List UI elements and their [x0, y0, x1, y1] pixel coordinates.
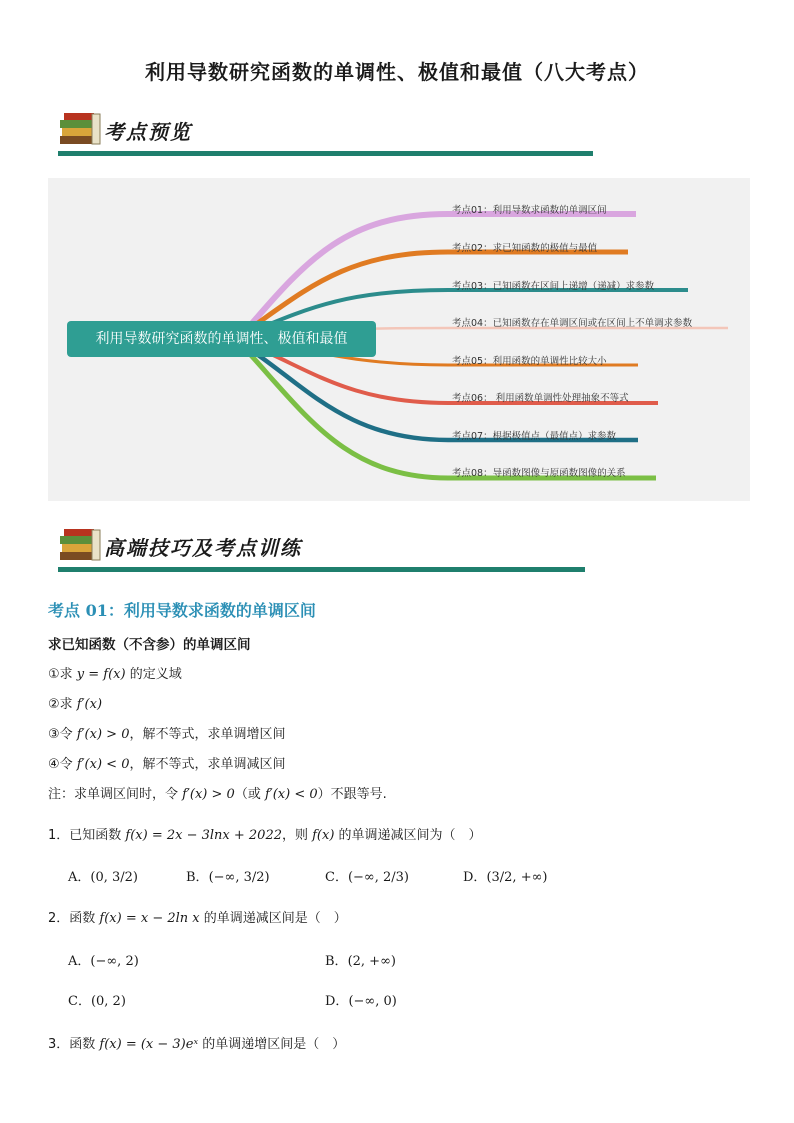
option-value: (0, 2)	[90, 994, 126, 1009]
step-line	[48, 693, 102, 712]
option-letter: C．	[325, 870, 348, 885]
note-math: f′(x) < 0	[264, 787, 318, 802]
question-1-option-a[interactable]	[68, 866, 138, 885]
question-2-option-a[interactable]	[68, 950, 139, 969]
section-banner-overview	[58, 112, 598, 160]
mindmap-branch-1: 考点01：利用导数求函数的单调区间	[452, 205, 607, 216]
option-value: (−∞, 2/3)	[347, 870, 410, 885]
note-text: ）不跟等号.	[317, 787, 387, 802]
step-math: y = f(x)	[76, 667, 126, 682]
mindmap-branch-2: 考点02：求已知函数的极值与最值	[452, 243, 598, 254]
question-1-option-c[interactable]	[325, 866, 409, 885]
option-letter: D．	[325, 994, 349, 1009]
option-value: (3/2, +∞)	[486, 870, 548, 885]
option-letter: B．	[186, 870, 209, 885]
question-3-stem	[48, 1033, 345, 1052]
question-text: 3．函数	[48, 1037, 100, 1052]
question-1-stem	[48, 824, 482, 843]
question-math: f(x) = 2x − 3lnx + 2022	[125, 828, 282, 843]
step-line	[48, 723, 285, 742]
option-value: (0, 3/2)	[90, 870, 138, 885]
question-text: 的单调递增区间是（ ）	[198, 1037, 346, 1052]
option-letter: D．	[463, 870, 487, 885]
option-value: (−∞, 2)	[90, 954, 139, 969]
topic-heading: 考点 01：利用导数求函数的单调区间	[48, 601, 316, 620]
step-math: f′(x)	[76, 697, 103, 712]
step-text: 的定义域	[125, 667, 182, 682]
question-text: ，则	[281, 828, 313, 843]
books-icon	[58, 528, 102, 562]
option-letter: A．	[68, 870, 91, 885]
option-letter: A．	[68, 954, 91, 969]
question-text: 2．函数	[48, 911, 100, 926]
question-1-option-b[interactable]	[186, 866, 270, 885]
question-2-stem	[48, 907, 347, 926]
option-value: (−∞, 3/2)	[208, 870, 270, 885]
mindmap-branch-4: 考点04：已知函数存在单调区间或在区间上不单调求参数	[452, 318, 693, 329]
topic-subheading: 求已知函数（不含参）的单调区间	[48, 637, 251, 653]
books-icon	[58, 112, 102, 146]
step-math: f′(x) < 0	[76, 757, 130, 772]
section-title-overview: 考点预览	[104, 120, 192, 144]
step-text: ，解不等式，求单调增区间	[129, 727, 286, 742]
step-text: ③令	[48, 727, 77, 742]
mindmap-branch-3: 考点03：已知函数在区间上递增（递减）求参数	[452, 281, 655, 292]
question-math: f(x) = (x − 3)eˣ	[99, 1037, 199, 1052]
mindmap-branch-7: 考点07：根据极值点（最值点）求参数	[452, 431, 617, 442]
option-value: (−∞, 0)	[348, 994, 397, 1009]
question-text: 1．已知函数	[48, 828, 126, 843]
option-letter: C．	[68, 994, 91, 1009]
option-value: (2, +∞)	[347, 954, 396, 969]
question-2-option-d[interactable]	[325, 990, 397, 1009]
question-2-option-b[interactable]	[325, 950, 396, 969]
step-text: ①求	[48, 667, 77, 682]
step-line	[48, 663, 182, 682]
step-text: ④令	[48, 757, 77, 772]
note-text: 注：求单调区间时，令	[48, 787, 183, 802]
step-text: ，解不等式，求单调减区间	[129, 757, 286, 772]
question-2-option-c[interactable]	[68, 990, 126, 1009]
document-title: 利用导数研究函数的单调性、极值和最值（八大考点）	[145, 60, 649, 84]
section-rule	[58, 151, 593, 156]
section-banner-training	[58, 528, 598, 576]
question-math: f(x) = x − 2ln x	[99, 911, 200, 926]
section-title-training: 高端技巧及考点训练	[104, 536, 302, 560]
option-letter: B．	[325, 954, 348, 969]
mindmap-branch-6: 考点06： 利用函数单调性处理抽象不等式	[452, 393, 629, 404]
mindmap-panel	[48, 178, 750, 501]
question-1-option-d[interactable]	[463, 866, 548, 885]
section-rule	[58, 567, 585, 572]
note-math: f′(x) > 0	[182, 787, 235, 802]
step-line	[48, 753, 285, 772]
question-math: f(x)	[312, 828, 335, 843]
question-text: 的单调递减区间为（ ）	[334, 828, 482, 843]
note-text: （或	[234, 787, 265, 802]
mindmap-branch-5: 考点05：利用函数的单调性比较大小	[452, 356, 607, 367]
question-text: 的单调递减区间是（ ）	[199, 911, 347, 926]
mindmap-root: 利用导数研究函数的单调性、极值和最值	[67, 321, 376, 357]
mindmap-branch-8: 考点08：导函数图像与原函数图像的关系	[452, 468, 626, 479]
step-math: f′(x) > 0	[76, 727, 130, 742]
note-line	[48, 783, 387, 802]
step-text: ②求	[48, 697, 77, 712]
